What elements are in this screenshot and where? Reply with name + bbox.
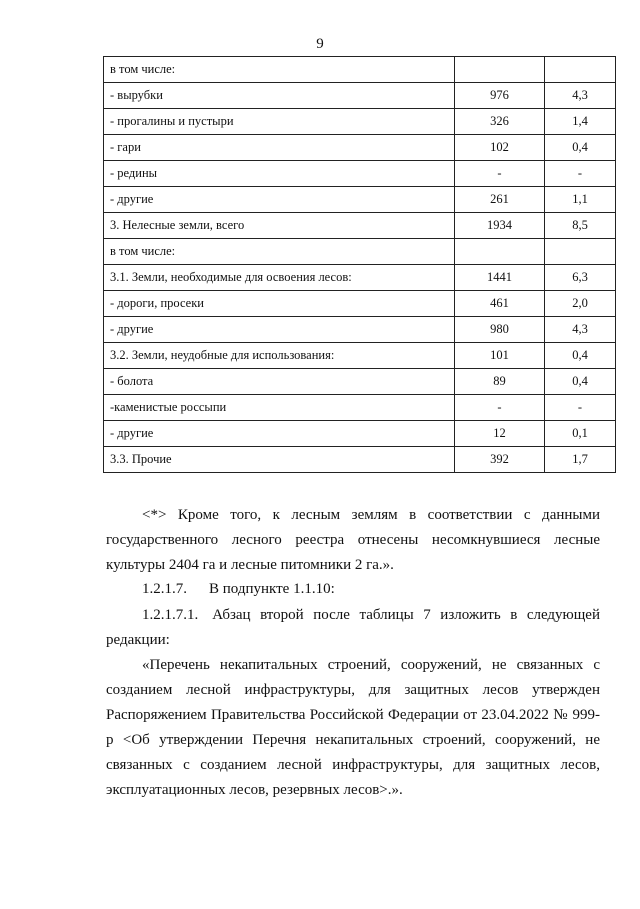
row-area-cell: 261 — [455, 187, 545, 213]
row-area-cell: 392 — [455, 447, 545, 473]
table-row — [104, 83, 616, 109]
table-row — [104, 109, 616, 135]
table-row — [104, 187, 616, 213]
row-percent-cell: 4,3 — [545, 317, 616, 343]
clause-1 — [106, 577, 600, 602]
page-number: 9 — [316, 36, 324, 52]
row-area-cell: 1934 — [455, 213, 545, 239]
clause-1-text: В подпункте 1.1.10: — [209, 581, 335, 597]
row-percent-cell: 0,4 — [545, 343, 616, 369]
row-name-cell: -каменистые россыпи — [104, 395, 455, 421]
footnote-text: <*> Кроме того, к лесным землям в соответствии с данными государственного лесного реестра отнесены несомкнувшиеся лесные культуры 2404 га и лесные питомники 2 га.». — [106, 507, 600, 573]
row-name-cell: - другие — [104, 187, 455, 213]
row-percent-cell: 2,0 — [545, 291, 616, 317]
row-area-cell: 89 — [455, 369, 545, 395]
row-percent-cell: 0,4 — [545, 369, 616, 395]
row-area-cell: 326 — [455, 109, 545, 135]
row-area-cell — [455, 57, 545, 83]
row-percent-cell: 6,3 — [545, 265, 616, 291]
quoted-paragraph — [106, 653, 600, 803]
table-row — [104, 265, 616, 291]
row-area-cell: 102 — [455, 135, 545, 161]
row-area-cell: 101 — [455, 343, 545, 369]
table-row — [104, 395, 616, 421]
quote-text: «Перечень некапитальных строений, сооружений, не связанных с созданием лесной инфраструктуры, для защитных лесов утвержден Распоряжением Правительства Российской Федерации от 23.04.2022 № 999-р <Об утверждении Перечня некапитальных строений, сооружений, не связанных с созданием лесной инфраструктуры, для защитных лесов, эксплуатационных лесов, резервных лесов>.». — [106, 657, 600, 798]
row-name-cell: в том числе: — [104, 57, 455, 83]
row-area-cell: 976 — [455, 83, 545, 109]
table-row — [104, 343, 616, 369]
row-name-cell: - другие — [104, 421, 455, 447]
table-row — [104, 135, 616, 161]
table-row — [104, 291, 616, 317]
row-name-cell: - дороги, просеки — [104, 291, 455, 317]
row-area-cell: 980 — [455, 317, 545, 343]
row-name-cell: - другие — [104, 317, 455, 343]
row-percent-cell: - — [545, 395, 616, 421]
row-percent-cell: 4,3 — [545, 83, 616, 109]
row-area-cell: 1441 — [455, 265, 545, 291]
row-name-cell: 3.1. Земли, необходимые для освоения лесов: — [104, 265, 455, 291]
clause-2-text: Абзац второй после таблицы 7 изложить в следующей редакции: — [106, 607, 600, 648]
row-percent-cell — [545, 239, 616, 265]
table-row — [104, 57, 616, 83]
clause-1-number: 1.2.1.7. — [142, 581, 187, 597]
row-name-cell: - прогалины и пустыри — [104, 109, 455, 135]
row-name-cell: - болота — [104, 369, 455, 395]
row-name-cell: 3. Нелесные земли, всего — [104, 213, 455, 239]
row-area-cell: 12 — [455, 421, 545, 447]
footnote — [106, 503, 600, 578]
clause-2-number: 1.2.1.7.1. — [142, 607, 199, 623]
row-percent-cell — [545, 57, 616, 83]
row-name-cell: - вырубки — [104, 83, 455, 109]
land-table — [103, 56, 616, 473]
table-row — [104, 421, 616, 447]
table-row — [104, 213, 616, 239]
row-name-cell: - редины — [104, 161, 455, 187]
row-name-cell: в том числе: — [104, 239, 455, 265]
table-row — [104, 369, 616, 395]
table-row — [104, 161, 616, 187]
table-row — [104, 317, 616, 343]
table-row — [104, 447, 616, 473]
row-percent-cell: 0,1 — [545, 421, 616, 447]
row-percent-cell: 1,4 — [545, 109, 616, 135]
table-body — [104, 57, 616, 473]
row-percent-cell: 1,1 — [545, 187, 616, 213]
row-area-cell — [455, 239, 545, 265]
table-row — [104, 239, 616, 265]
row-percent-cell: 1,7 — [545, 447, 616, 473]
clause-2 — [106, 603, 600, 653]
row-name-cell: 3.2. Земли, неудобные для использования: — [104, 343, 455, 369]
row-area-cell: - — [455, 161, 545, 187]
row-percent-cell: - — [545, 161, 616, 187]
row-name-cell: 3.3. Прочие — [104, 447, 455, 473]
row-percent-cell: 8,5 — [545, 213, 616, 239]
row-area-cell: 461 — [455, 291, 545, 317]
row-area-cell: - — [455, 395, 545, 421]
row-name-cell: - гари — [104, 135, 455, 161]
row-percent-cell: 0,4 — [545, 135, 616, 161]
